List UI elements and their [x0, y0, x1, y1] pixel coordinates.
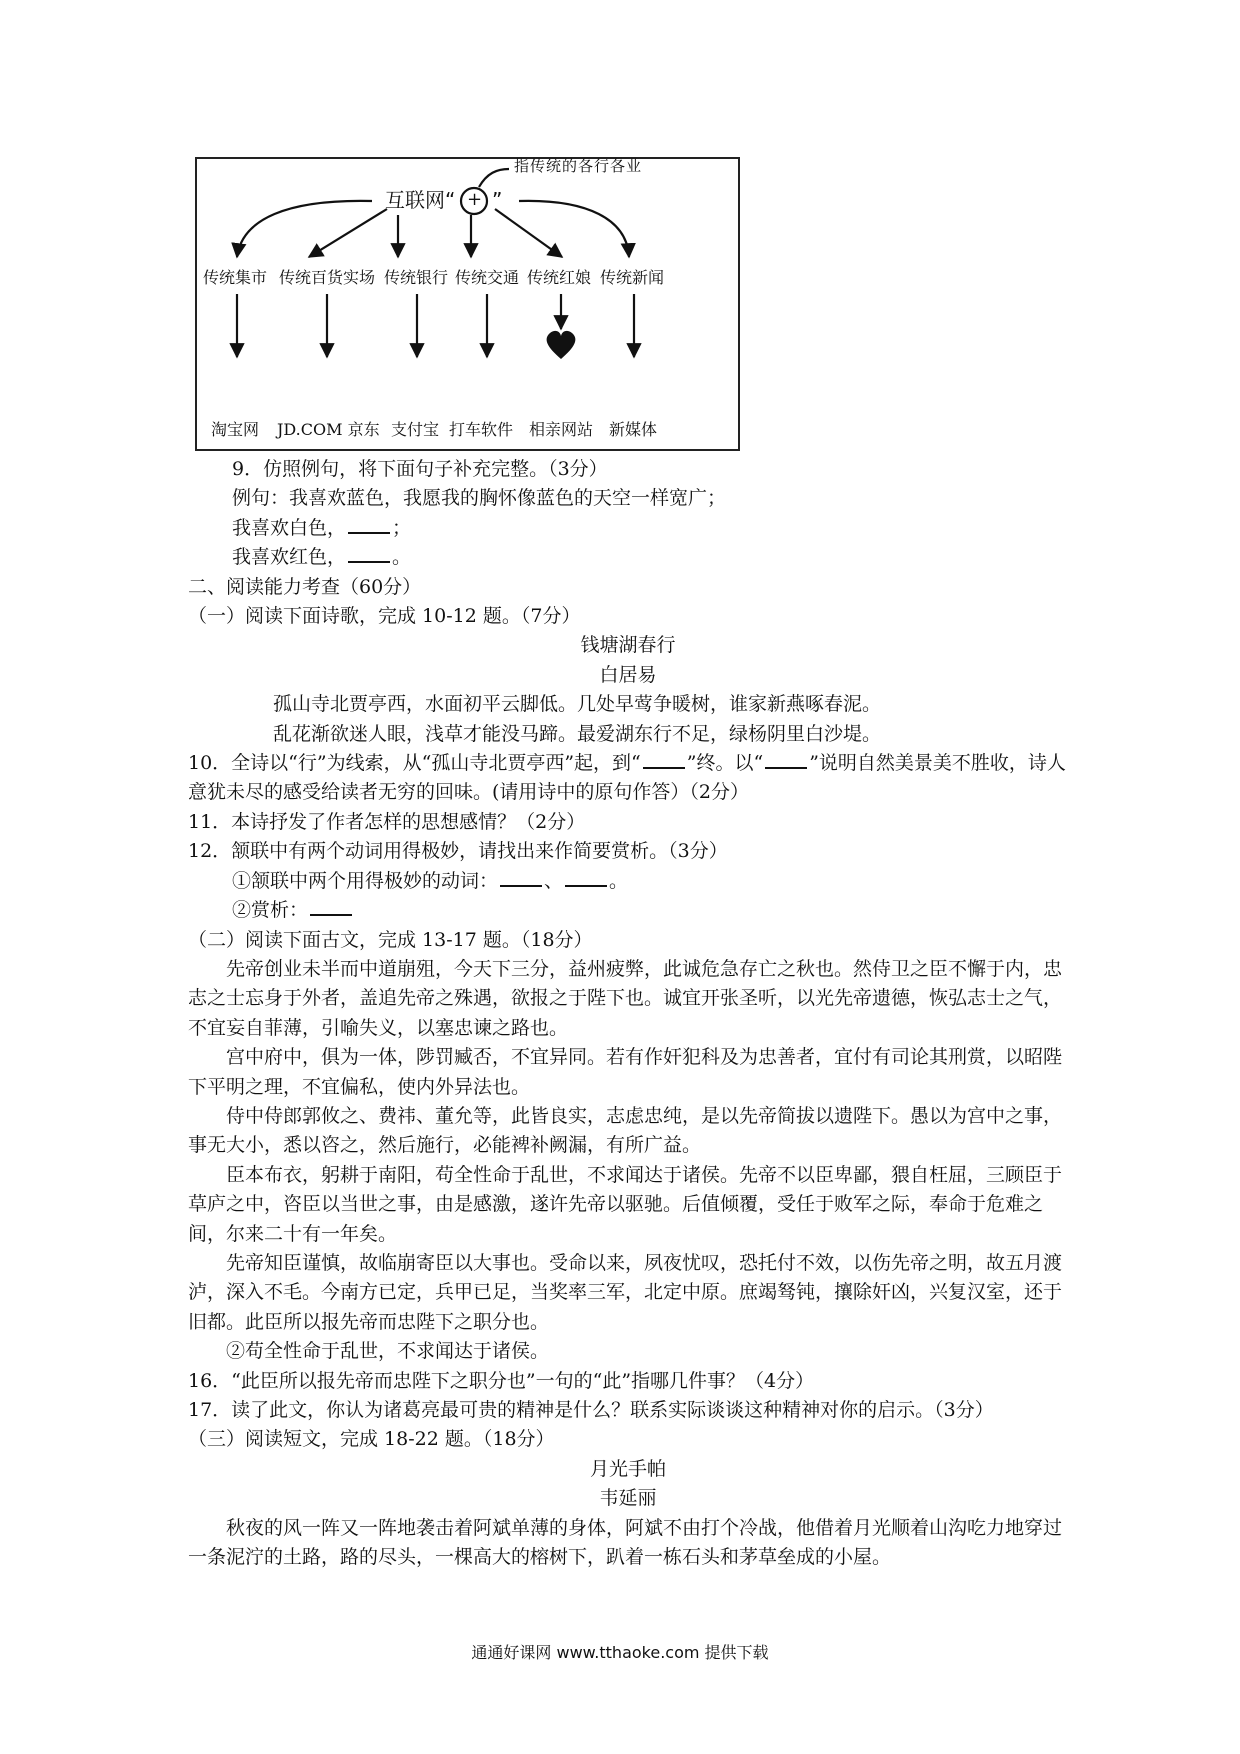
poem-line-1: 孤山寺北贾亭西，水面初平云脚低。几处早莺争暖树，谁家新燕啄春泥。 — [273, 693, 882, 716]
traditional-news: 传统新闻 — [600, 268, 665, 287]
q12-part1 — [188, 867, 1068, 896]
q10-text-c: ”说明自然美景美不胜收，诗人意犹未尽的感受给读者无穷的回味。(请用诗中的原句作答）（2分） — [188, 752, 1066, 804]
q11: 11．本诗抒发了作者怎样的思想感情？（2分） — [188, 810, 586, 833]
passage-paragraph-5: 先帝知臣谨慎，故临崩寄臣以大事也。受命以来，夙夜忧叹，恐托付不效，以伤先帝之明，故五月渡泸，深入不毛。今南方已定，兵甲已足，当奖率三军，北定中原。庶竭驽钝，攘除奸凶，兴复汉室，还于旧都。此臣所以报先帝而忠陛下之职分也。 — [188, 1251, 1063, 1333]
q9-example: 例句：我喜欢蓝色，我愿我的胸怀像蓝色的天空一样宽广； — [232, 487, 727, 510]
new-taobao: 淘宝网 — [211, 420, 260, 439]
new-jd: JD.COM 京东 — [277, 420, 380, 439]
plus-sign: + — [467, 189, 483, 210]
q17: 17．读了此文，你认为诸葛亮最可贵的精神是什么？联系实际谈谈这种精神对你的启示。（3分） — [188, 1399, 994, 1421]
answer-blank[interactable] — [500, 867, 542, 887]
internet-plus-diagram — [195, 157, 740, 451]
q12-separator: 、 — [544, 869, 564, 892]
q12-end: 。 — [609, 869, 629, 892]
part2-intro: （二）阅读下面古文，完成 13-17 题。（18分） — [188, 928, 593, 951]
answer-blank[interactable] — [348, 543, 390, 563]
q9-line2-start: 我喜欢红色， — [232, 546, 347, 569]
heart-icon — [547, 331, 576, 359]
new-media: 新媒体 — [609, 420, 658, 439]
q16: 16．“此臣所以报先帝而忠陛下之职分也”一句的“此”指哪几件事？（4分） — [188, 1369, 815, 1392]
story-paragraph: 秋夜的风一阵又一阵地袭击着阿斌单薄的身体，阿斌不由打个冷战，他借着月光顺着山沟吃力地穿过一条泥泞的土路，路的尽头，一棵高大的榕树下，趴着一栋石头和茅草垒成的小屋。 — [188, 1516, 1063, 1569]
diagram-title-left: 互联网“ — [385, 188, 456, 212]
q12-part2 — [188, 896, 1068, 925]
story-author: 韦延丽 — [599, 1487, 657, 1510]
poem-title: 钱塘湖春行 — [580, 634, 676, 657]
part3-intro: （三）阅读短文，完成 18-22 题。（18分） — [188, 1428, 555, 1451]
answer-blank[interactable] — [765, 749, 807, 769]
q10-text-a: 10．全诗以“行”为线索，从“孤山寺北贾亭西”起，到“ — [188, 752, 641, 775]
passage-paragraph-3: 侍中侍郎郭攸之、费祎、董允等，此皆良实，志虑忠纯，是以先帝简拔以遗陛下。愚以为宫中之事，事无大小，悉以咨之，然后施行，必能裨补阙漏，有所广益。 — [188, 1104, 1063, 1157]
q9-line2 — [188, 543, 1068, 572]
q9-line1 — [188, 514, 1068, 543]
traditional-market: 传统集市 — [203, 268, 268, 287]
traditional-bank: 传统银行 — [384, 268, 449, 287]
q12-part1-text: ①颔联中两个用得极妙的动词： — [232, 869, 499, 892]
section2-heading: 二、阅读能力考查（60分） — [188, 575, 422, 598]
q10 — [188, 749, 1068, 808]
passage-paragraph-1: 先帝创业未半而中道崩殂，今天下三分，益州疲弊，此诚危急存亡之秋也。然侍卫之臣不懈于内，忠志之士忘身于外者，盖追先帝之殊遇，欲报之于陛下也。诚宜开张圣听，以光先帝遗德，恢弘志士之气，不宜妄自菲薄，引喻失义，以塞忠谏之路也。 — [188, 957, 1063, 1039]
passage-paragraph-2: 宫中府中，俱为一体，陟罚臧否，不宜异同。若有作奸犯科及为忠善者，宜付有司论其刑赏，以昭陛下平明之理，不宜偏私，使内外异法也。 — [188, 1046, 1063, 1098]
traditional-department-store: 传统百货实场 — [279, 268, 376, 287]
q9-line1-end: ； — [392, 516, 412, 539]
poem-line-2: 乱花渐欲迷人眼，浅草才能没马蹄。最爱湖东行不足，绿杨阴里白沙堤。 — [273, 722, 882, 745]
q9-line1-start: 我喜欢白色， — [232, 516, 347, 539]
traditional-transport: 传统交通 — [455, 268, 520, 287]
answer-blank[interactable] — [348, 514, 390, 534]
q12: 12．颔联中有两个动词用得极妙，请找出来作简要赏析。（3分） — [188, 840, 728, 863]
new-taxi-app: 打车软件 — [449, 420, 514, 439]
new-dating-site: 相亲网站 — [529, 420, 594, 439]
new-alipay: 支付宝 — [391, 420, 440, 439]
page-footer: 通通好课网 www.tthaoke.com 提供下载 — [471, 1643, 769, 1662]
q9-title: 9．仿照例句，将下面句子补充完整。（3分） — [232, 458, 608, 480]
passage-quote: ②苟全性命于乱世，不求闻达于诸侯。 — [226, 1340, 550, 1363]
traditional-matchmaker: 传统红娘 — [527, 268, 592, 287]
q12-part2-text: ②赏析： — [232, 899, 309, 922]
story-title: 月光手帕 — [589, 1457, 666, 1480]
poem-author: 白居易 — [599, 663, 657, 686]
q9-line2-end: 。 — [392, 546, 412, 569]
answer-blank[interactable] — [643, 749, 685, 769]
passage-paragraph-4: 臣本布衣，躬耕于南阳，苟全性命于乱世，不求闻达于诸侯。先帝不以臣卑鄙，猥自枉屈，三顾臣于草庐之中，咨臣以当世之事，由是感激，遂许先帝以驱驰。后值倾覆，受任于败军之际，奉命于危难之间，尔来二十有一年矣。 — [188, 1163, 1063, 1245]
q10-text-b: ”终。以“ — [686, 752, 764, 775]
diagram-title-right: ” — [492, 188, 503, 212]
diagram-note: 指传统的各行各业 — [514, 157, 643, 175]
answer-blank[interactable] — [565, 867, 607, 887]
answer-blank[interactable] — [310, 896, 352, 916]
exam-content — [188, 455, 1068, 1572]
part1-intro: （一）阅读下面诗歌，完成 10-12 题。（7分） — [188, 605, 581, 628]
